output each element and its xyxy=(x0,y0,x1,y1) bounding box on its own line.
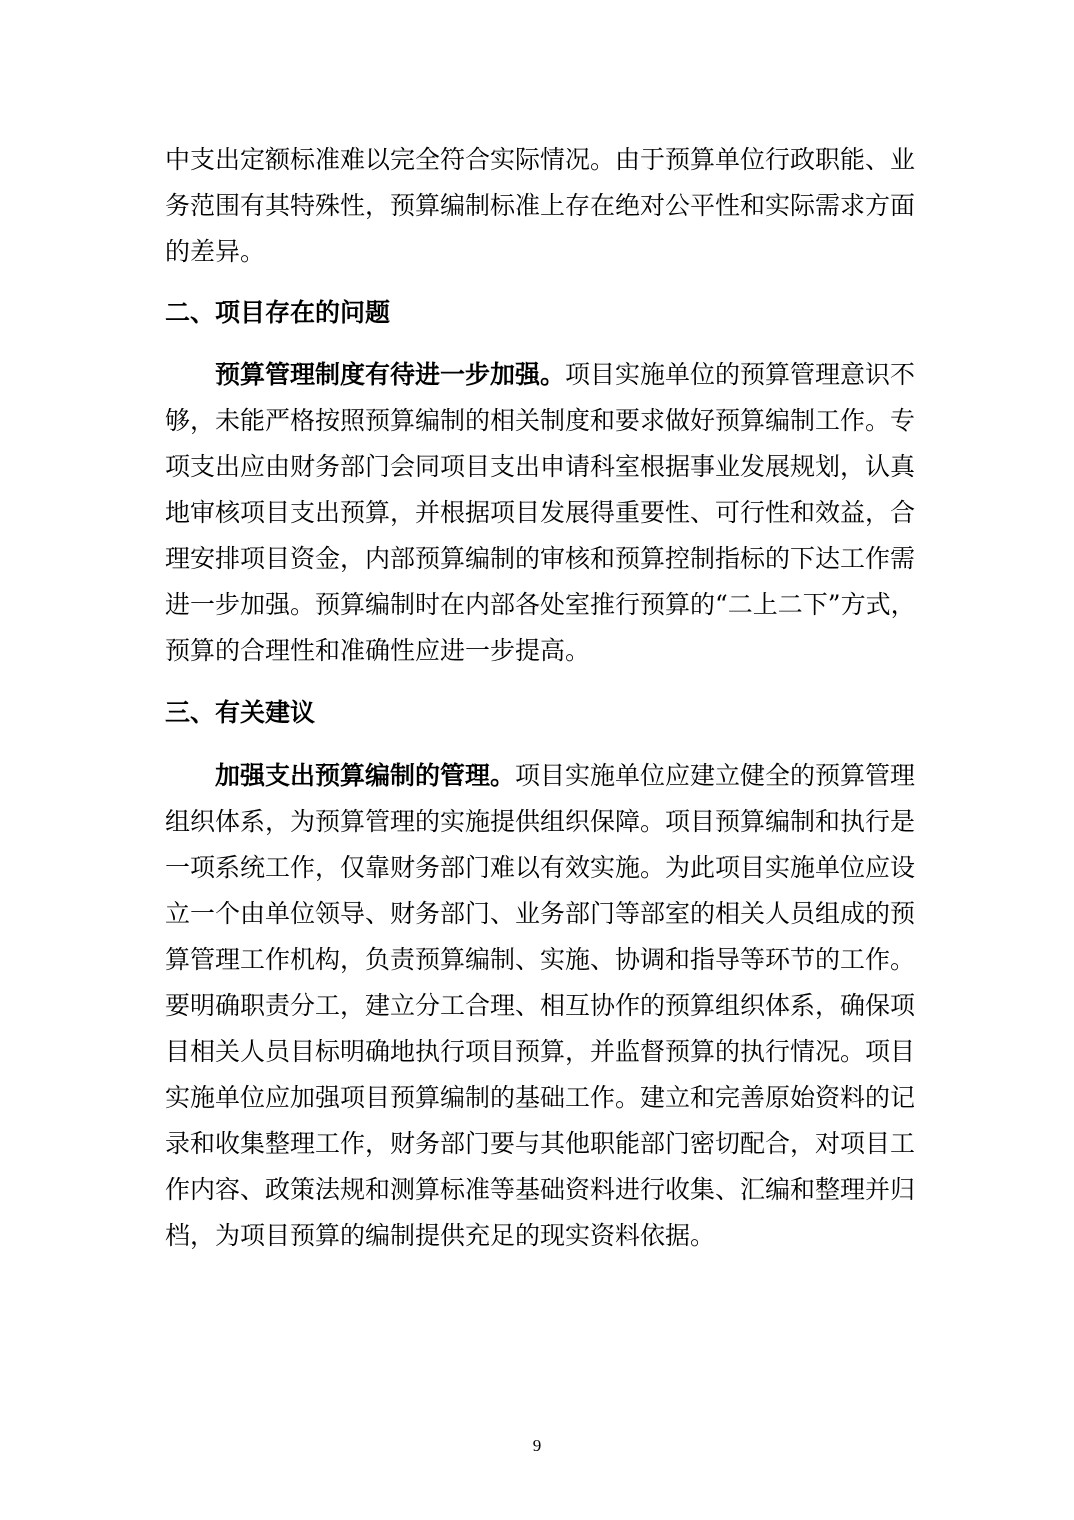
text-line: 实施单位应加强项目预算编制的基础工作。建立和完善原始资料的记 xyxy=(165,1083,916,1112)
text-line: 录和收集整理工作，财务部门要与其他职能部门密切配合，对项目工 xyxy=(165,1129,916,1158)
text-line: 的差异。 xyxy=(165,237,266,266)
text-line: 够，未能严格按照预算编制的相关制度和要求做好预算编制工作。专 xyxy=(165,406,916,435)
text-line: 档，为项目预算的编制提供充足的现实资料依据。 xyxy=(165,1221,716,1250)
section-heading-suggestions: 三、有关建议 xyxy=(165,698,316,727)
text-line: 作内容、政策法规和测算标准等基础资料进行收集、汇编和整理并归 xyxy=(165,1175,916,1204)
text-line: 中支出定额标准难以完全符合实际情况。由于预算单位行政职能、业 xyxy=(165,145,916,174)
text-line: 务范围有其特殊性，预算编制标准上存在绝对公平性和实际需求方面 xyxy=(165,191,916,220)
text-line-first xyxy=(215,753,916,799)
text-line: 要明确职责分工，建立分工合理、相互协作的预算组织体系，确保项 xyxy=(165,991,916,1020)
text-line: 预算的合理性和准确性应进一步提高。 xyxy=(165,636,591,665)
paragraph-lead-rest: 项目实施单位应建立健全的预算管理 xyxy=(515,761,916,790)
paragraph-lead-rest: 项目实施单位的预算管理意识不 xyxy=(565,360,916,389)
text-line: 进一步加强。预算编制时在内部各处室推行预算的“二上二下”方式， xyxy=(165,590,916,619)
paragraph-lead-bold: 预算管理制度有待进一步加强。 xyxy=(215,360,566,389)
text-line: 算管理工作机构，负责预算编制、实施、协调和指导等环节的工作。 xyxy=(165,945,916,974)
text-line: 组织体系，为预算管理的实施提供组织保障。项目预算编制和执行是 xyxy=(165,807,916,836)
text-line: 目相关人员目标明确地执行项目预算，并监督预算的执行情况。项目 xyxy=(165,1037,916,1066)
text-line: 一项系统工作，仅靠财务部门难以有效实施。为此项目实施单位应设 xyxy=(165,853,916,882)
page-number: 9 xyxy=(532,1436,542,1455)
section-heading-problems: 二、项目存在的问题 xyxy=(165,298,391,327)
text-line: 地审核项目支出预算，并根据项目发展得重要性、可行性和效益，合 xyxy=(165,498,916,527)
text-line-first xyxy=(215,352,916,398)
paragraph-lead-bold: 加强支出预算编制的管理。 xyxy=(215,761,516,790)
text-line: 立一个由单位领导、财务部门、业务部门等部室的相关人员组成的预 xyxy=(165,899,916,928)
text-line: 项支出应由财务部门会同项目支出申请科室根据事业发展规划，认真 xyxy=(165,452,916,481)
text-line: 理安排项目资金，内部预算编制的审核和预算控制指标的下达工作需 xyxy=(165,544,916,573)
